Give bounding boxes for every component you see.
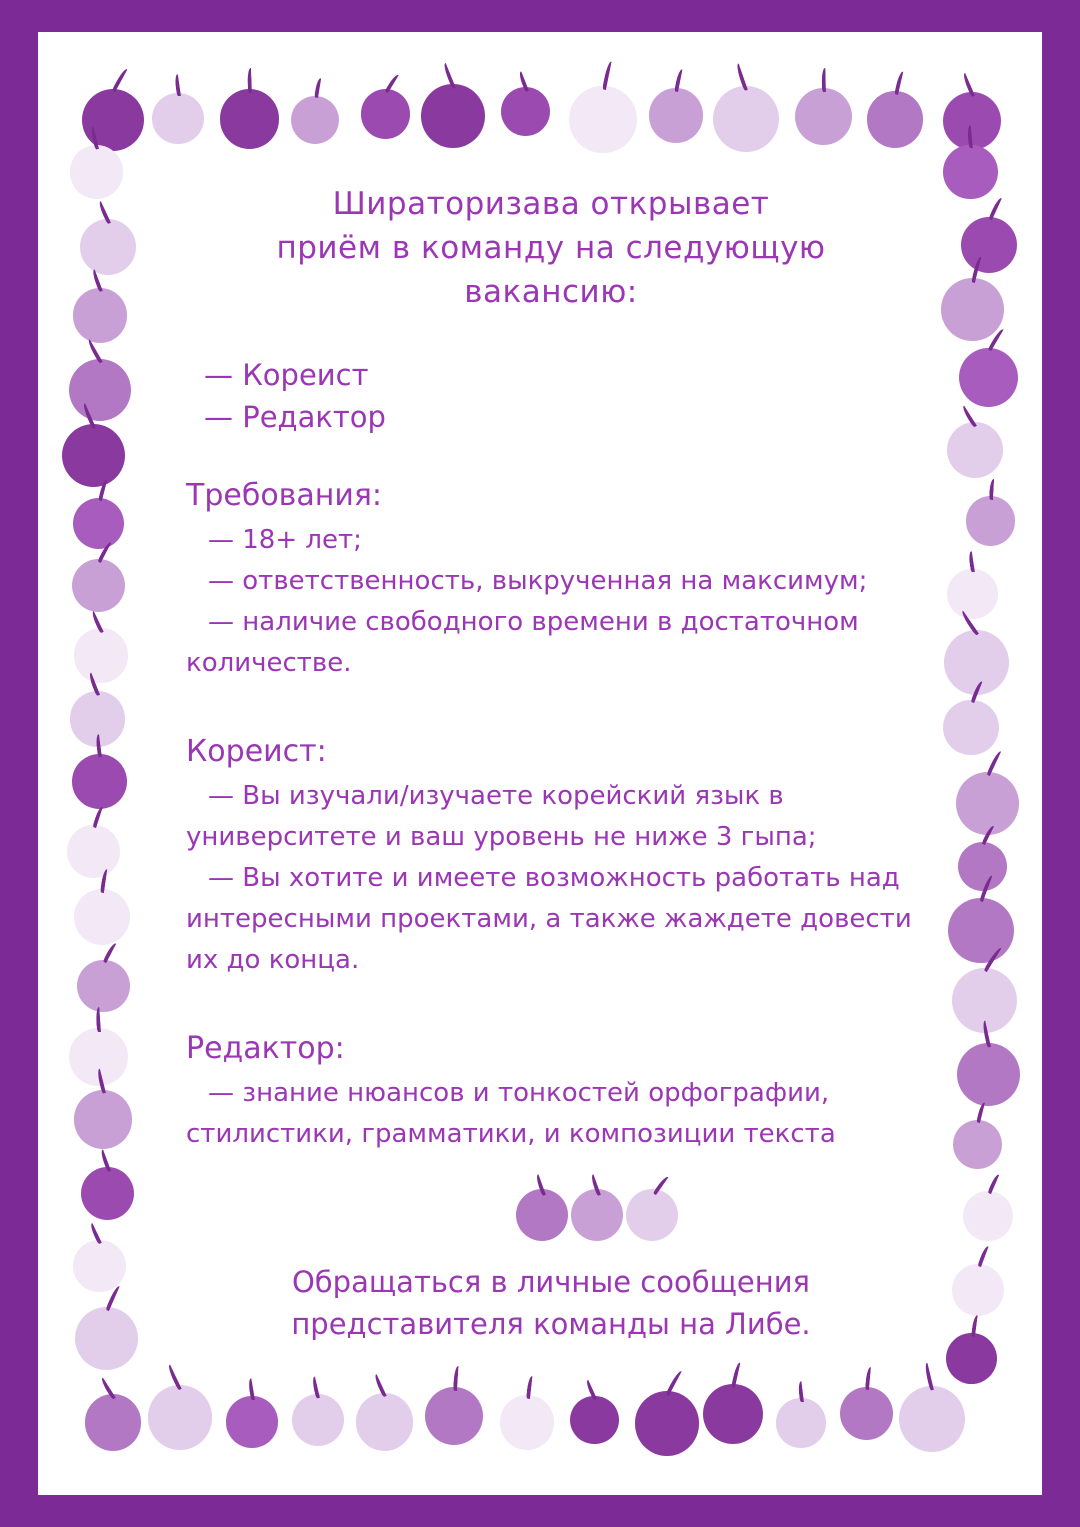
plum-berry-icon xyxy=(80,219,136,275)
plum-berry-icon xyxy=(500,1395,554,1449)
plum-berry-icon xyxy=(425,1387,484,1446)
plum-berry-icon xyxy=(85,1394,142,1451)
list-item: — Кореист xyxy=(204,358,369,392)
spacer xyxy=(186,981,916,1015)
plum-berry-icon xyxy=(953,1120,1002,1169)
title-line-3: вакансию: xyxy=(464,274,638,310)
plum-berry-icon xyxy=(516,1189,568,1241)
berry-body xyxy=(626,1189,678,1241)
berry-body xyxy=(867,91,924,148)
berry-body xyxy=(501,87,550,136)
plum-berry-icon xyxy=(62,424,125,487)
list-item: — знание нюансов и тонкостей орфографии, стилистики, грамматики, и композиции текста xyxy=(186,1078,836,1149)
plum-berry-icon xyxy=(570,1396,619,1445)
plum-berry-icon xyxy=(571,1189,623,1241)
plum-berry-icon xyxy=(713,86,779,152)
berry-stem-icon xyxy=(987,1173,1002,1195)
berry-body xyxy=(82,89,144,151)
berry-body xyxy=(75,1307,138,1370)
berry-body xyxy=(500,1395,554,1449)
berry-body xyxy=(649,88,703,142)
berry-stem-icon xyxy=(977,1245,991,1268)
berry-stem-icon xyxy=(968,550,978,572)
berry-body xyxy=(72,559,125,612)
berry-body xyxy=(292,1394,344,1446)
plum-berry-icon xyxy=(69,359,131,421)
berry-body xyxy=(85,1394,142,1451)
section-body xyxy=(186,776,916,981)
plum-berry-icon xyxy=(73,1240,125,1292)
footer-contact xyxy=(186,1261,916,1345)
berry-body xyxy=(291,96,339,144)
plum-berry-icon xyxy=(569,86,637,154)
plum-berry-icon xyxy=(152,93,204,145)
berry-body xyxy=(941,278,1004,341)
poster-content xyxy=(186,182,916,1345)
berry-body xyxy=(74,889,130,945)
page-title xyxy=(186,182,916,314)
plum-berry-icon xyxy=(72,754,127,809)
section-heading: Требования: xyxy=(186,478,383,513)
section-editor xyxy=(186,1029,916,1155)
plum-berry-icon xyxy=(948,898,1013,963)
berry-body xyxy=(899,1386,965,1452)
spacer xyxy=(186,684,916,718)
berry-body xyxy=(947,569,997,619)
berry-body xyxy=(958,842,1007,891)
plum-berry-icon xyxy=(74,1090,133,1149)
plum-berry-icon xyxy=(72,559,125,612)
berry-stem-icon xyxy=(865,1367,874,1390)
plum-berry-icon xyxy=(899,1386,965,1452)
plum-berry-icon xyxy=(947,569,997,619)
plum-berry-icon xyxy=(943,700,998,755)
divider-berries xyxy=(186,1181,916,1251)
plum-berry-icon xyxy=(703,1384,763,1444)
berry-body xyxy=(421,84,485,148)
plum-berry-icon xyxy=(957,1043,1020,1106)
berry-body xyxy=(943,145,998,200)
plum-berry-icon xyxy=(867,91,924,148)
berry-body xyxy=(73,1240,125,1292)
list-item: — ответственность, выкрученная на максимум; xyxy=(208,566,868,596)
berry-body xyxy=(952,1264,1004,1316)
section-heading: Кореист: xyxy=(186,734,327,769)
berry-body xyxy=(840,1387,893,1440)
berry-body xyxy=(713,86,779,152)
section-body xyxy=(186,1073,916,1155)
berry-body xyxy=(77,960,130,1013)
plum-berry-icon xyxy=(795,88,852,145)
berry-stem-icon xyxy=(247,68,255,94)
berry-body xyxy=(73,498,124,549)
plum-berry-icon xyxy=(220,89,280,149)
plum-berry-icon xyxy=(956,772,1019,835)
plum-berry-icon xyxy=(77,960,130,1013)
berry-body xyxy=(80,219,136,275)
berry-body xyxy=(957,1043,1020,1106)
plum-berry-icon xyxy=(626,1189,678,1241)
berry-body xyxy=(69,359,131,421)
berry-body xyxy=(74,628,129,683)
plum-berry-icon xyxy=(963,1191,1013,1241)
plum-berry-icon xyxy=(81,1167,134,1220)
berry-body xyxy=(947,422,1003,478)
berry-body xyxy=(74,1090,133,1149)
list-item: — 18+ лет; xyxy=(208,525,362,555)
plum-berry-icon xyxy=(958,842,1007,891)
plum-berry-icon xyxy=(73,498,124,549)
berry-body xyxy=(226,1396,277,1447)
plum-berry-icon xyxy=(226,1396,277,1447)
plum-berry-icon xyxy=(776,1398,825,1447)
berry-body xyxy=(570,1396,619,1445)
plum-berry-icon xyxy=(291,96,339,144)
berry-body xyxy=(148,1385,212,1449)
plum-berry-icon xyxy=(70,145,123,198)
berry-body xyxy=(946,1333,997,1384)
section-body xyxy=(186,520,916,684)
footer-line-2: представителя команды на Либе. xyxy=(291,1307,811,1341)
berry-stem-icon xyxy=(988,197,1004,222)
plum-berry-icon xyxy=(952,1264,1004,1316)
berry-body xyxy=(956,772,1019,835)
plum-berry-icon xyxy=(649,88,703,142)
berry-body xyxy=(73,288,128,343)
plum-berry-icon xyxy=(292,1394,344,1446)
berry-body xyxy=(425,1387,484,1446)
berry-stem-icon xyxy=(822,68,830,92)
poster-card xyxy=(38,32,1042,1495)
plum-berry-icon xyxy=(959,348,1018,407)
berry-body xyxy=(635,1391,700,1456)
plum-berry-icon xyxy=(82,89,144,151)
berry-body xyxy=(963,1191,1013,1241)
berry-body xyxy=(703,1384,763,1444)
berry-body xyxy=(795,88,852,145)
plum-berry-icon xyxy=(421,84,485,148)
berry-body xyxy=(961,217,1017,273)
plum-berry-icon xyxy=(961,217,1017,273)
plum-berry-icon xyxy=(941,278,1004,341)
berry-body xyxy=(220,89,280,149)
plum-berry-icon xyxy=(75,1307,138,1370)
list-item: — наличие свободного времени в достаточном количестве. xyxy=(186,607,859,678)
plum-berry-icon xyxy=(74,889,130,945)
plum-berry-icon xyxy=(943,145,998,200)
list-item: — Вы изучали/изучаете корейский язык в университете и ваш уровень не ниже 3 гыпа; xyxy=(186,781,817,852)
section-koreist xyxy=(186,732,916,981)
berry-body xyxy=(62,424,125,487)
plum-berry-icon xyxy=(148,1385,212,1449)
plum-berry-icon xyxy=(67,825,120,878)
berry-stem-icon xyxy=(989,478,997,499)
title-line-1: Шираторизава открывает xyxy=(332,186,770,222)
berry-body xyxy=(361,89,410,138)
berry-stem-icon xyxy=(602,61,615,91)
list-item: — Вы хотите и имеете возможность работать над интересными проектами, а также жаждете довести их до конца. xyxy=(186,863,912,975)
section-heading: Редактор: xyxy=(186,1031,345,1066)
berry-body xyxy=(569,86,637,154)
berry-body xyxy=(943,700,998,755)
section-requirements xyxy=(186,476,916,684)
berry-body xyxy=(571,1189,623,1241)
plum-berry-icon xyxy=(501,87,550,136)
plum-berry-icon xyxy=(356,1393,414,1451)
plum-berry-icon xyxy=(74,628,129,683)
berry-body xyxy=(70,145,123,198)
berry-body xyxy=(953,1120,1002,1169)
plum-berry-icon xyxy=(361,89,410,138)
berry-body xyxy=(948,898,1013,963)
berry-body xyxy=(67,825,120,878)
plum-berry-icon xyxy=(635,1391,700,1456)
berry-body xyxy=(81,1167,134,1220)
berry-body xyxy=(966,496,1015,545)
footer-line-1: Обращаться в личные сообщения xyxy=(291,1265,811,1299)
berry-body xyxy=(356,1393,414,1451)
list-item: — Редактор xyxy=(204,400,386,434)
plum-berry-icon xyxy=(966,496,1015,545)
berry-body xyxy=(152,93,204,145)
berry-body xyxy=(72,754,127,809)
berry-body xyxy=(776,1398,825,1447)
plum-berry-icon xyxy=(73,288,128,343)
berry-stem-icon xyxy=(453,1366,462,1391)
plum-berry-icon xyxy=(840,1387,893,1440)
berry-body xyxy=(959,348,1018,407)
roles-list xyxy=(204,354,916,438)
title-line-2: приём в команду на следующую xyxy=(276,230,826,266)
plum-berry-icon xyxy=(946,1333,997,1384)
berry-body xyxy=(516,1189,568,1241)
plum-berry-icon xyxy=(947,422,1003,478)
